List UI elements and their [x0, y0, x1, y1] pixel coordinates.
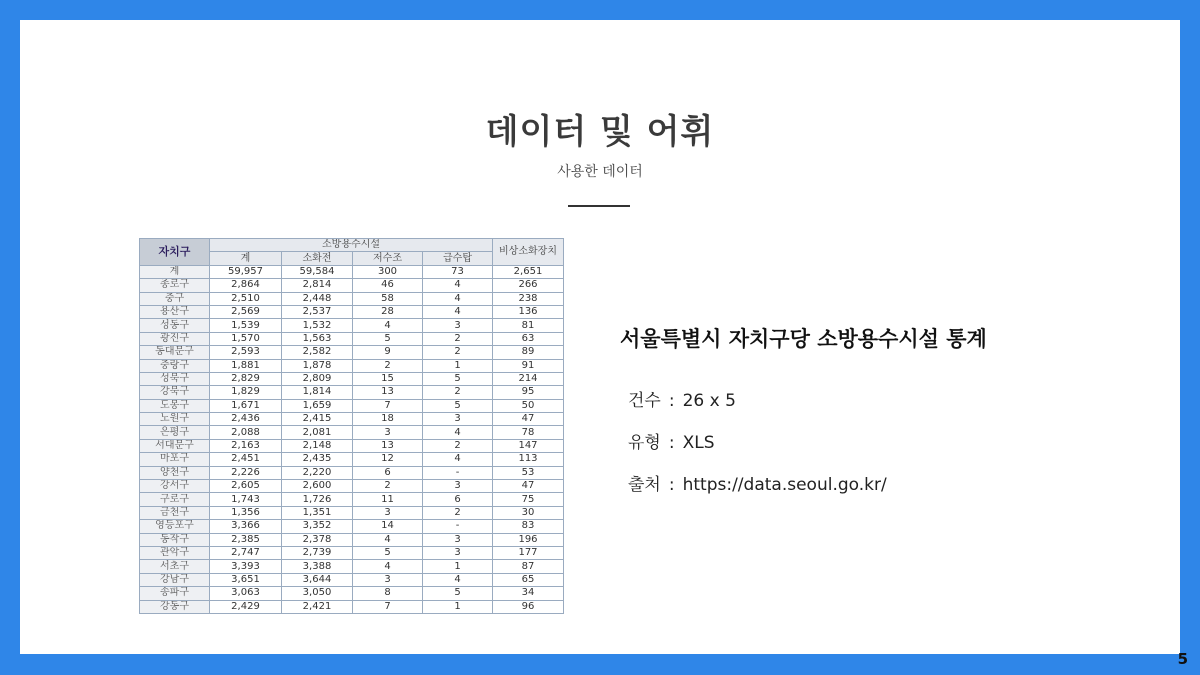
value-cell: 4	[423, 279, 493, 292]
value-cell: 2,864	[210, 279, 282, 292]
value-cell: 2,593	[210, 346, 282, 359]
table-row	[140, 480, 564, 493]
value-cell: 4	[353, 319, 423, 332]
value-cell: 3,393	[210, 560, 282, 573]
info-value: https://data.seoul.go.kr/	[682, 475, 887, 495]
value-cell: 81	[493, 319, 564, 332]
table-row	[140, 413, 564, 426]
value-cell: 147	[493, 439, 564, 452]
value-cell: 2,510	[210, 292, 282, 305]
value-cell: 47	[493, 480, 564, 493]
value-cell: 196	[493, 533, 564, 546]
value-cell: 3	[423, 480, 493, 493]
value-cell: 3	[423, 533, 493, 546]
value-cell: 46	[353, 279, 423, 292]
fire-water-table	[139, 238, 564, 614]
district-cell: 동작구	[140, 533, 210, 546]
value-cell: 18	[353, 413, 423, 426]
value-cell: 3	[353, 426, 423, 439]
value-cell: 59,584	[282, 265, 353, 278]
table-row	[140, 265, 564, 278]
value-cell: 2,605	[210, 480, 282, 493]
value-cell: 78	[493, 426, 564, 439]
value-cell: 2,081	[282, 426, 353, 439]
info-value: XLS	[682, 433, 715, 453]
info-label: 건수	[628, 391, 661, 411]
value-cell: 2,809	[282, 372, 353, 385]
value-cell: 1,829	[210, 386, 282, 399]
value-cell: 266	[493, 279, 564, 292]
value-cell: 2,088	[210, 426, 282, 439]
table-row	[140, 520, 564, 533]
value-cell: 1,671	[210, 399, 282, 412]
value-cell: 2,415	[282, 413, 353, 426]
value-cell: 6	[423, 493, 493, 506]
dataset-title: 서울특별시 자치구당 소방용수시설 통계	[620, 327, 987, 351]
info-value: 26 x 5	[682, 391, 736, 411]
district-cell: 서초구	[140, 560, 210, 573]
value-cell: 2	[353, 359, 423, 372]
data-table-image	[139, 238, 564, 614]
sub-header: 소화전	[282, 252, 353, 265]
value-cell: 1,726	[282, 493, 353, 506]
district-cell: 은평구	[140, 426, 210, 439]
table-row	[140, 546, 564, 559]
value-cell: 2	[423, 386, 493, 399]
table-row	[140, 439, 564, 452]
district-cell: 종로구	[140, 279, 210, 292]
value-cell: 5	[423, 399, 493, 412]
table-row	[140, 279, 564, 292]
info-separator: :	[668, 391, 675, 411]
table-row	[140, 587, 564, 600]
value-cell: 300	[353, 265, 423, 278]
value-cell: 177	[493, 546, 564, 559]
district-cell: 강동구	[140, 600, 210, 613]
info-item-type	[628, 428, 715, 453]
value-cell: 3,352	[282, 520, 353, 533]
value-cell: 214	[493, 372, 564, 385]
district-cell: 도봉구	[140, 399, 210, 412]
value-cell: 4	[353, 533, 423, 546]
district-cell: 송파구	[140, 587, 210, 600]
value-cell: 4	[423, 292, 493, 305]
value-cell: 7	[353, 600, 423, 613]
value-cell: 3,366	[210, 520, 282, 533]
value-cell: 2,429	[210, 600, 282, 613]
value-cell: 2,537	[282, 305, 353, 318]
district-cell: 성동구	[140, 319, 210, 332]
value-cell: 113	[493, 453, 564, 466]
value-cell: 2	[423, 506, 493, 519]
table-row	[140, 573, 564, 586]
value-cell: 3	[353, 506, 423, 519]
value-cell: 91	[493, 359, 564, 372]
sub-header: 저수조	[353, 252, 423, 265]
value-cell: 2,163	[210, 439, 282, 452]
value-cell: 3,388	[282, 560, 353, 573]
value-cell: 8	[353, 587, 423, 600]
value-cell: 1,878	[282, 359, 353, 372]
district-cell: 노원구	[140, 413, 210, 426]
table-row	[140, 466, 564, 479]
value-cell: 15	[353, 372, 423, 385]
value-cell: 2,747	[210, 546, 282, 559]
value-cell: 238	[493, 292, 564, 305]
value-cell: 95	[493, 386, 564, 399]
value-cell: -	[423, 466, 493, 479]
value-cell: 5	[423, 587, 493, 600]
info-item-source	[628, 470, 887, 495]
value-cell: 2,739	[282, 546, 353, 559]
value-cell: 2,582	[282, 346, 353, 359]
value-cell: 3	[353, 573, 423, 586]
value-cell: 3	[423, 319, 493, 332]
value-cell: 3,651	[210, 573, 282, 586]
slide	[20, 20, 1180, 654]
value-cell: 1,743	[210, 493, 282, 506]
district-cell: 금천구	[140, 506, 210, 519]
value-cell: 2,600	[282, 480, 353, 493]
district-cell: 양천구	[140, 466, 210, 479]
value-cell: 12	[353, 453, 423, 466]
district-cell: 계	[140, 265, 210, 278]
table-row	[140, 560, 564, 573]
slide-title: 데이터 및 어휘	[485, 112, 715, 152]
value-cell: 9	[353, 346, 423, 359]
sub-header: 계	[210, 252, 282, 265]
value-cell: 30	[493, 506, 564, 519]
value-cell: 58	[353, 292, 423, 305]
table-row	[140, 600, 564, 613]
value-cell: 4	[353, 560, 423, 573]
slide-subtitle: 사용한 데이터	[557, 164, 643, 180]
value-cell: 1,814	[282, 386, 353, 399]
value-cell: 2,378	[282, 533, 353, 546]
district-cell: 서대문구	[140, 439, 210, 452]
info-label: 출처	[628, 475, 661, 495]
value-cell: 34	[493, 587, 564, 600]
info-label: 유형	[628, 433, 661, 453]
table-body	[140, 265, 564, 613]
value-cell: 75	[493, 493, 564, 506]
value-cell: 2,385	[210, 533, 282, 546]
value-cell: 50	[493, 399, 564, 412]
table-row	[140, 346, 564, 359]
table-row	[140, 453, 564, 466]
value-cell: 28	[353, 305, 423, 318]
title-divider	[568, 205, 630, 207]
value-cell: 3,063	[210, 587, 282, 600]
value-cell: 89	[493, 346, 564, 359]
table-row	[140, 319, 564, 332]
value-cell: 2	[423, 439, 493, 452]
value-cell: 4	[423, 426, 493, 439]
value-cell: 2,569	[210, 305, 282, 318]
table-row	[140, 426, 564, 439]
value-cell: 2,451	[210, 453, 282, 466]
info-separator: :	[668, 433, 675, 453]
page-number: 5	[1177, 650, 1188, 668]
table-row	[140, 359, 564, 372]
district-cell: 중랑구	[140, 359, 210, 372]
district-cell: 광진구	[140, 332, 210, 345]
value-cell: 14	[353, 520, 423, 533]
value-cell: 6	[353, 466, 423, 479]
info-item-count	[628, 386, 736, 411]
group-header: 소방용수시설	[210, 239, 493, 252]
value-cell: 4	[423, 453, 493, 466]
emergency-header: 비상소화장치	[493, 239, 564, 266]
value-cell: 13	[353, 439, 423, 452]
district-cell: 영등포구	[140, 520, 210, 533]
value-cell: 5	[423, 372, 493, 385]
value-cell: 2,148	[282, 439, 353, 452]
value-cell: 2	[423, 346, 493, 359]
value-cell: 3,050	[282, 587, 353, 600]
value-cell: 53	[493, 466, 564, 479]
value-cell: 2,220	[282, 466, 353, 479]
district-cell: 성북구	[140, 372, 210, 385]
table-row	[140, 506, 564, 519]
value-cell: 65	[493, 573, 564, 586]
table-row	[140, 533, 564, 546]
district-cell: 마포구	[140, 453, 210, 466]
district-cell: 구로구	[140, 493, 210, 506]
table-row	[140, 372, 564, 385]
value-cell: 1,659	[282, 399, 353, 412]
value-cell: 4	[423, 305, 493, 318]
value-cell: 1,539	[210, 319, 282, 332]
value-cell: 1	[423, 600, 493, 613]
district-cell: 용산구	[140, 305, 210, 318]
district-cell: 중구	[140, 292, 210, 305]
value-cell: 3	[423, 413, 493, 426]
table-row	[140, 386, 564, 399]
value-cell: 1,570	[210, 332, 282, 345]
district-cell: 강남구	[140, 573, 210, 586]
value-cell: 1	[423, 359, 493, 372]
value-cell: 3	[423, 546, 493, 559]
value-cell: 2,435	[282, 453, 353, 466]
table-row	[140, 493, 564, 506]
table-row	[140, 292, 564, 305]
table-row	[140, 332, 564, 345]
value-cell: 1,356	[210, 506, 282, 519]
table-row	[140, 305, 564, 318]
district-cell: 동대문구	[140, 346, 210, 359]
value-cell: 1,881	[210, 359, 282, 372]
value-cell: 2,448	[282, 292, 353, 305]
value-cell: 7	[353, 399, 423, 412]
value-cell: 2,421	[282, 600, 353, 613]
value-cell: -	[423, 520, 493, 533]
district-cell: 강서구	[140, 480, 210, 493]
value-cell: 5	[353, 546, 423, 559]
value-cell: 87	[493, 560, 564, 573]
table-row	[140, 399, 564, 412]
value-cell: 1	[423, 560, 493, 573]
district-cell: 관악구	[140, 546, 210, 559]
info-separator: :	[668, 475, 675, 495]
value-cell: 136	[493, 305, 564, 318]
value-cell: 4	[423, 573, 493, 586]
value-cell: 63	[493, 332, 564, 345]
value-cell: 59,957	[210, 265, 282, 278]
value-cell: 47	[493, 413, 564, 426]
district-cell: 강북구	[140, 386, 210, 399]
value-cell: 13	[353, 386, 423, 399]
value-cell: 83	[493, 520, 564, 533]
sub-header: 급수탑	[423, 252, 493, 265]
value-cell: 96	[493, 600, 564, 613]
value-cell: 11	[353, 493, 423, 506]
value-cell: 2,436	[210, 413, 282, 426]
value-cell: 2,829	[210, 372, 282, 385]
corner-header: 자치구	[140, 239, 210, 266]
value-cell: 1,563	[282, 332, 353, 345]
value-cell: 1,351	[282, 506, 353, 519]
value-cell: 2,651	[493, 265, 564, 278]
value-cell: 1,532	[282, 319, 353, 332]
value-cell: 2	[353, 480, 423, 493]
value-cell: 5	[353, 332, 423, 345]
value-cell: 3,644	[282, 573, 353, 586]
value-cell: 73	[423, 265, 493, 278]
value-cell: 2	[423, 332, 493, 345]
value-cell: 2,814	[282, 279, 353, 292]
value-cell: 2,226	[210, 466, 282, 479]
